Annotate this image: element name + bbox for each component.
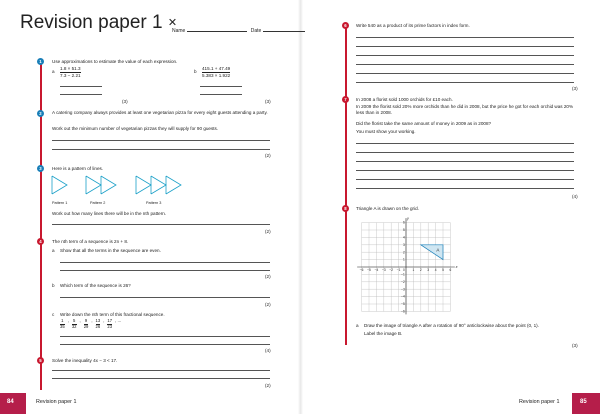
q7-text4: You must show your working. — [356, 129, 416, 134]
q6-answer-line-5[interactable] — [356, 73, 574, 74]
q5-answer-line-2[interactable] — [52, 378, 270, 379]
q8-text: Triangle A is drawn on the grid. — [356, 206, 419, 211]
page-title-text: Revision paper 1 — [20, 12, 163, 33]
right-page-number: 85 — [580, 399, 587, 405]
x-tick-label: −6 — [359, 268, 364, 273]
q8-marks: (3) — [572, 343, 578, 348]
seq-fraction-2: 5 32 — [71, 318, 77, 329]
seq-fraction-5: 17 23 — [107, 318, 113, 329]
q3-text: Here is a pattern of lines. — [52, 166, 104, 171]
q2-marks: (2) — [265, 153, 271, 158]
x-tick-label: 1 — [412, 268, 415, 273]
q8-a-text: Draw the image of triangle A after a rotation of 90° anticlockwise about the point (0, 1). — [364, 323, 539, 328]
p2-chevron-1 — [86, 176, 101, 194]
page-title — [20, 12, 177, 34]
q4-b-answer-line[interactable] — [60, 297, 270, 298]
q6-answer-line-4[interactable] — [356, 64, 574, 65]
q8-a-label: a — [356, 323, 359, 328]
q7-answer-line-2[interactable] — [356, 152, 574, 153]
x-tick-label: −3 — [381, 268, 386, 273]
x-tick-label: 4 — [434, 268, 437, 273]
q6-answer-line-3[interactable] — [356, 55, 574, 56]
q1-a-numerator: 1.8 × 51.3 — [60, 66, 81, 71]
name-blank[interactable] — [187, 26, 247, 32]
q1-a-answer-line-2[interactable] — [60, 94, 102, 95]
y-tick-label: −6 — [401, 309, 405, 314]
q4-a-text: Show that all the terms in the sequence are even. — [60, 248, 161, 253]
x-tick-label: 3 — [427, 268, 430, 273]
x-tick-label: −2 — [389, 268, 394, 273]
x-tick-label: −1 — [396, 268, 401, 273]
q5-answer-line-1[interactable] — [52, 370, 270, 371]
q6-answer-line-6[interactable] — [356, 82, 574, 83]
q3-marks: (2) — [265, 229, 271, 234]
question-number-8: 8 — [342, 205, 349, 212]
q4-text: The nth term of a sequence is 2n + 8. — [52, 239, 129, 244]
q7-marks: (4) — [572, 194, 578, 199]
q4-b-text: Which term of the sequence is 26? — [60, 283, 131, 288]
pattern-3-label: Pattern 3 — [146, 201, 162, 205]
y-tick-label: 3 — [403, 242, 405, 247]
name-label: Name — [172, 28, 186, 34]
q1-marks-b: (3) — [265, 99, 271, 104]
q1-a-denominator: 7.3 − 2.21 — [60, 72, 81, 78]
q3-text2: Work out how many lines there will be in the nth pattern. — [52, 211, 167, 216]
x-tick-label: −5 — [367, 268, 371, 273]
left-page-number: 84 — [7, 399, 14, 405]
q6-marks: (3) — [572, 86, 578, 91]
triangle-a-label: A — [436, 247, 440, 253]
q7-answer-line-5[interactable] — [356, 179, 574, 180]
q6-answer-line-2[interactable] — [356, 46, 574, 47]
q4-a-marks: (2) — [265, 274, 271, 279]
q2-answer-line-1[interactable] — [52, 140, 270, 141]
y-tick-label: −4 — [401, 294, 405, 299]
x-tick-label: 2 — [419, 268, 422, 273]
question-number-7: 7 — [342, 96, 349, 103]
q7-answer-line-1[interactable] — [356, 143, 574, 144]
y-tick-label: −2 — [401, 279, 405, 284]
q1-a-fraction — [60, 66, 81, 78]
q1-b-answer-line-2[interactable] — [200, 94, 242, 95]
q4-c-text: Write down the nth term of this fractional sequence. — [60, 312, 165, 317]
coordinate-grid — [350, 214, 470, 320]
q4-fraction-sequence: 1 35 , 5 32 , 9 29 , 13 26 , 17 23 , … — [60, 318, 122, 329]
x-tick-label: −4 — [374, 268, 379, 273]
q6-answer-line-1[interactable] — [356, 37, 574, 38]
q4-c-label: c — [52, 312, 55, 317]
q2-text2: Work out the minimum number of vegetarian pizzas they will supply for 90 guests. — [52, 126, 219, 131]
pattern-2-label: Pattern 2 — [90, 201, 106, 205]
y-tick-label: −3 — [401, 287, 405, 292]
calculator-crossed-icon: ✕ — [167, 17, 178, 29]
p3-chevron-2 — [151, 176, 166, 194]
q4-b-label: b — [52, 283, 55, 288]
y-axis-label: y — [407, 216, 409, 221]
p3-chevron-1 — [136, 176, 151, 194]
seq-fraction-1: 1 35 — [60, 318, 65, 329]
x-tick-label: 5 — [442, 268, 444, 273]
page-gutter — [298, 0, 303, 414]
q3-answer-line[interactable] — [52, 224, 270, 225]
q4-c-answer-line-1[interactable] — [60, 336, 270, 337]
q1-b-numerator: 415.1 + 47.49 — [202, 66, 231, 71]
q6-text: Write 540 as a product of its prime factors in index form. — [356, 23, 470, 28]
y-tick-label: 6 — [403, 220, 405, 225]
line-pattern-diagram — [50, 174, 190, 200]
q1-b-denominator: 5.383 × 1.922 — [202, 72, 231, 78]
q7-answer-line-4[interactable] — [356, 170, 574, 171]
right-margin-line — [345, 25, 347, 345]
question-number-6: 6 — [342, 22, 349, 29]
seq-fraction-4: 13 26 — [95, 318, 101, 329]
y-tick-label: −5 — [401, 302, 405, 307]
q7-text3: Did the florist take the same amount of money in 2009 as in 2008? — [356, 121, 492, 126]
q4-a-answer-line-1[interactable] — [60, 262, 270, 263]
q7-answer-line-3[interactable] — [356, 161, 574, 162]
q1-b-label: b — [194, 69, 197, 74]
y-tick-label: 4 — [403, 235, 405, 240]
q4-a-label: a — [52, 248, 55, 253]
q1-a-answer-line-1[interactable] — [60, 86, 102, 87]
q7-text: In 2008 a florist sold 1000 orchids for £10 each. — [356, 97, 453, 102]
q4-c-marks: (4) — [265, 348, 271, 353]
q4-b-marks: (2) — [265, 302, 271, 307]
x-tick-label: 6 — [449, 268, 452, 273]
right-footer-text: Revision paper 1 — [519, 399, 560, 405]
origin-label: 0 — [403, 268, 405, 273]
q1-b-fraction — [202, 66, 230, 78]
q2-text: A catering company always provides at least one vegetarian pizza for every eight guests attending a party. — [52, 110, 268, 115]
question-number-2: 2 — [37, 110, 44, 117]
q1-b-answer-line-1[interactable] — [200, 86, 242, 87]
y-tick-label: 1 — [403, 257, 405, 262]
q4-a-answer-line-2[interactable] — [60, 270, 270, 271]
q8-a-text2: Label the image B. — [364, 331, 403, 336]
seq-fraction-3: 9 29 — [83, 318, 89, 329]
y-tick-label: 5 — [403, 228, 405, 233]
date-blank[interactable] — [263, 26, 305, 32]
p2-chevron-2 — [101, 176, 116, 194]
q1-a-label: a — [52, 69, 55, 74]
left-footer-text: Revision paper 1 — [36, 399, 77, 405]
question-number-3: 3 — [37, 165, 44, 172]
q1-marks: (3) — [122, 99, 128, 104]
q5-marks: (2) — [265, 383, 271, 388]
date-label: Date — [250, 28, 262, 34]
x-axis-label: x — [455, 265, 458, 270]
q1-text: Use approximations to estimate the value of each expression. — [52, 59, 178, 64]
name-date-fields — [172, 26, 307, 34]
question-number-5: 5 — [37, 357, 44, 364]
q5-text: Solve the inequality 4x − 3 < 17. — [52, 358, 118, 363]
q2-answer-line-2[interactable] — [52, 149, 270, 150]
q4-c-answer-line-2[interactable] — [60, 344, 270, 345]
pattern-1-label: Pattern 1 — [52, 201, 68, 205]
p3-chevron-3 — [166, 176, 181, 194]
y-tick-label: −1 — [401, 272, 405, 277]
q7-answer-line-6[interactable] — [356, 188, 574, 189]
y-tick-label: 2 — [403, 250, 405, 255]
question-number-4: 4 — [37, 238, 44, 245]
question-number-1: 1 — [37, 58, 44, 65]
p1-chevron-1 — [52, 176, 67, 194]
q7-text2: In 2009 the florist sold 20% more orchids than he did in 2008, but the price he got for each orchid was 20% less than in 2008. — [356, 104, 574, 115]
